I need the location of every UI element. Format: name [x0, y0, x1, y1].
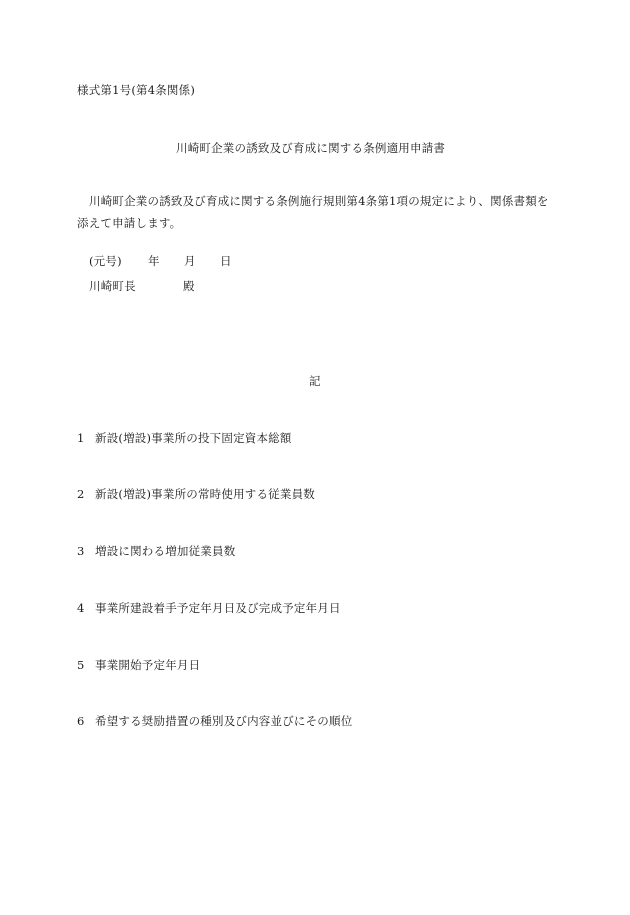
date-day-label: 日 — [220, 254, 232, 268]
item-number: 4 — [77, 601, 85, 615]
item-number: 6 — [77, 714, 85, 728]
date-year-label: 年 — [148, 254, 160, 268]
addressee-name: 川崎町長 — [89, 279, 136, 293]
date-month-label: 月 — [184, 254, 196, 268]
item-number: 1 — [77, 431, 85, 445]
addressee-suffix: 殿 — [183, 279, 195, 293]
item-text: 事業所建設着手予定年月日及び完成予定年月日 — [95, 601, 341, 615]
item-number: 3 — [77, 544, 85, 558]
item-text: 新設(増設)事業所の常時使用する従業員数 — [95, 487, 315, 501]
item-text: 事業開始予定年月日 — [95, 658, 201, 672]
date-era: (元号) — [89, 254, 122, 268]
ki-mark: 記 — [309, 374, 321, 388]
item-text: 新設(増設)事業所の投下固定資本総額 — [95, 431, 292, 445]
item-text: 増設に関わる増加従業員数 — [95, 544, 236, 558]
item-number: 5 — [77, 658, 85, 672]
item-number: 2 — [77, 487, 85, 501]
body-text-line-2: 添えて申請します。 — [77, 216, 182, 230]
item-text: 希望する奨励措置の種別及び内容並びにその順位 — [95, 714, 353, 728]
document-title: 川崎町企業の誘致及び育成に関する条例適用申請書 — [176, 141, 446, 155]
form-number: 様式第1号(第4条関係) — [77, 83, 196, 97]
body-text-line-1: 川崎町企業の誘致及び育成に関する条例施行規則第4条第1項の規定により、関係書類を — [89, 194, 549, 208]
